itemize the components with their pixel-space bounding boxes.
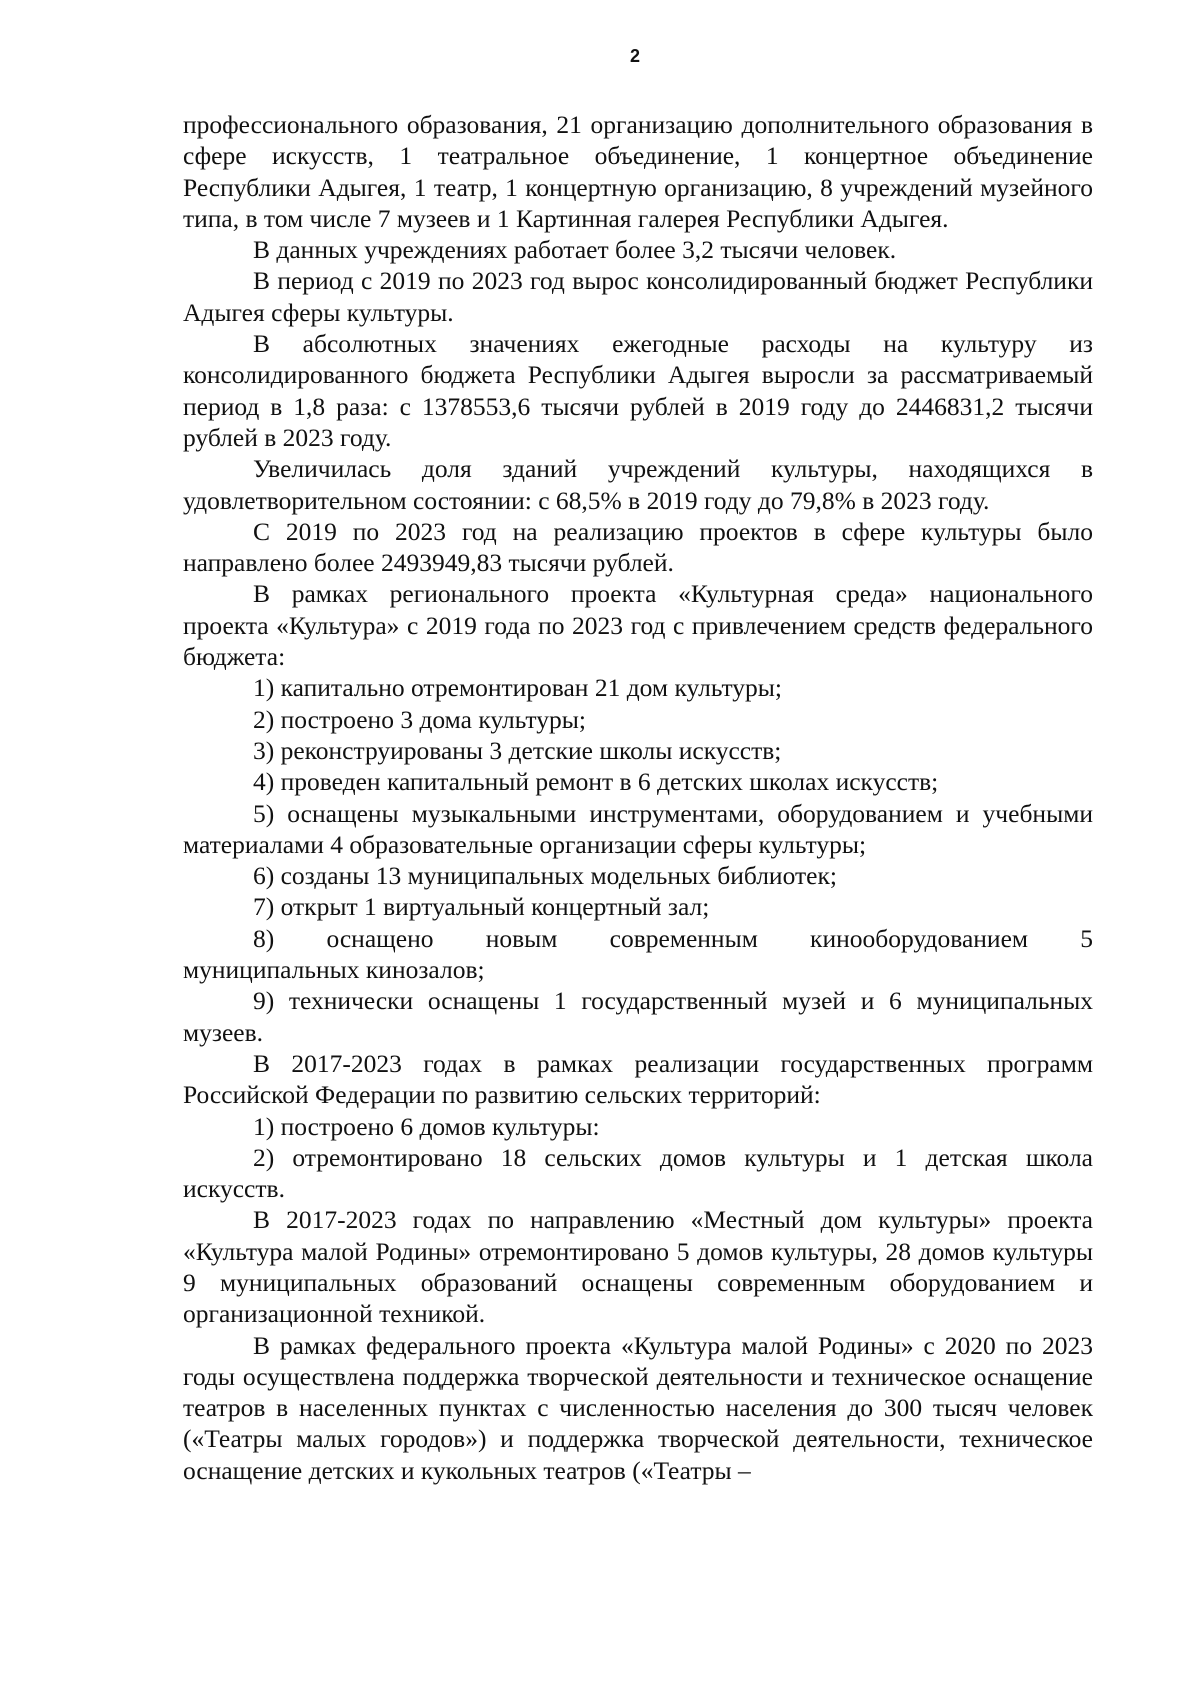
list-item: 1) капитально отремонтирован 21 дом культуры; <box>253 673 783 703</box>
page-number: 2 <box>629 46 640 66</box>
paragraph-budget-growth: В период с 2019 по 2023 год вырос консолидированный бюджет Республики Адыгея сферы культуры. <box>183 266 1093 327</box>
list-item: 3) реконструированы 3 детские школы искусств; <box>253 735 782 765</box>
paragraph-continuation: профессионального образования, 21 организацию дополнительного образования в сфере искусств, 1 театральное объединение, 1 концертное объединение Республики Адыгея, 1 театр, 1 концертную организацию, 8 учреждений музейного типа, в том числе 7 музеев и 1 Картинная галерея Республики Адыгея. <box>183 110 1093 233</box>
list-item: 5) оснащены музыкальными инструментами, оборудованием и учебными материалами 4 образовательные организации сферы культуры; <box>183 798 1093 859</box>
paragraph-buildings-share: Увеличилась доля зданий учреждений культуры, находящихся в удовлетворительном состоянии: с 68,5% в 2019 году до 79,8% в 2023 году. <box>183 454 1093 515</box>
list-item: 9) технически оснащены 1 государственный музей и 6 муниципальных музеев. <box>183 986 1093 1047</box>
list-item: 8) оснащено новым современным кинооборудованием 5 <box>253 923 1093 953</box>
paragraph-local-culture-house: В 2017-2023 годах по направлению «Местный дом культуры» проекта «Культура малой Родины» отремонтировано 5 домов культуры, 28 домов культуры 9 муниципальных образований оснащены современным оборудованием и организационной техникой. <box>183 1205 1093 1329</box>
list-item: 6) созданы 13 муниципальных модельных библиотек; <box>253 861 837 891</box>
list-item: 2) построено 3 дома культуры; <box>253 704 586 734</box>
paragraph-staff-count: В данных учреждениях работает более 3,2 тысячи человек. <box>253 235 897 265</box>
paragraph-expenses: В абсолютных значениях ежегодные расходы на культуру из консолидированного бюджета Республики Адыгея выросли за рассматриваемый период в 1,8 раза: с 1378553,6 тысячи рублей в 2019 году до 2446831,2 тысячи рублей в 2023 году. <box>183 329 1093 452</box>
list-item: 2) отремонтировано 18 сельских домов культуры и 1 детская школа искусств. <box>183 1142 1093 1204</box>
document-body <box>183 109 1093 1486</box>
paragraph-regional-project: В рамках регионального проекта «Культурная среда» национального проекта «Культура» с 2019 года по 2023 год с привлечением средств федерального бюджета: <box>183 579 1093 672</box>
list-item: 7) открыт 1 виртуальный концертный зал; <box>253 892 710 922</box>
list-item: 4) проведен капитальный ремонт в 6 детских школах искусств; <box>253 767 939 797</box>
paragraph-federal-project: В рамках федерального проекта «Культура малой Родины» с 2020 по 2023 годы осуществлена поддержка творческой деятельности и техническое оснащение театров в населенных пунктах с численностью населения до 300 тысяч человек («Театры малых городов») и поддержка творческой деятельности, техническое оснащение детских и кукольных театров («Театры – <box>183 1330 1093 1485</box>
paragraph-projects-funding: С 2019 по 2023 год на реализацию проектов в сфере культуры было направлено более 2493949,83 тысячи рублей. <box>183 516 1093 578</box>
list-item-continuation: муниципальных кинозалов; <box>183 955 485 985</box>
list-item: 1) построено 6 домов культуры: <box>253 1111 600 1141</box>
paragraph-rural-programs: В 2017-2023 годах в рамках реализации государственных программ Российской Федерации по развитию сельских территорий: <box>183 1048 1093 1110</box>
